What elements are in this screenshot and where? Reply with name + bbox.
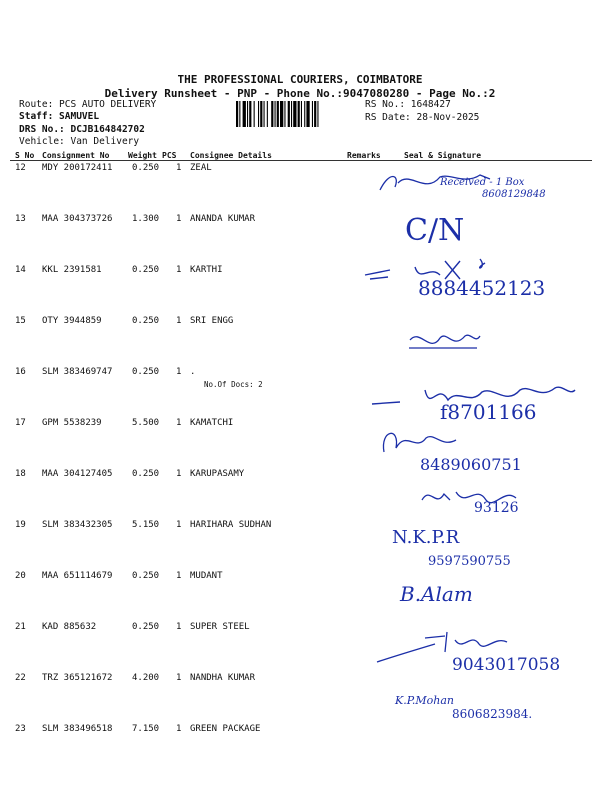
signature-23-name: K.P.Mohan xyxy=(395,694,454,707)
signature-12-phone: 8608129848 xyxy=(482,189,546,200)
col-consignment: Consignment No xyxy=(42,151,110,160)
row-weight: 7.150 xyxy=(132,724,160,734)
row-sno: 18 xyxy=(15,469,26,479)
row-sno: 16 xyxy=(15,367,26,377)
row-consignment-no: MAA 651114679 xyxy=(42,571,113,581)
row-weight: 0.250 xyxy=(132,316,160,326)
vehicle-label: Vehicle: Van Delivery xyxy=(19,136,140,147)
row-note: No.Of Docs: 2 xyxy=(204,380,263,389)
signature-18-phone: 8489060751 xyxy=(420,455,522,474)
signature-20-phone: 9597590755 xyxy=(428,554,511,569)
staff-label: Staff: SAMUVEL xyxy=(19,111,100,122)
row-pcs: 1 xyxy=(176,214,182,224)
route-label: Route: PCS AUTO DELIVERY xyxy=(19,99,157,110)
row-consignee: GREEN PACKAGE xyxy=(190,724,261,734)
row-sno: 19 xyxy=(15,520,26,530)
row-consignment-no: SLM 383469747 xyxy=(42,367,113,377)
row-weight: 5.500 xyxy=(132,418,160,428)
row-weight: 0.250 xyxy=(132,469,160,479)
row-weight: 1.300 xyxy=(132,214,160,224)
drs-label: DRS No.: DCJB164842702 xyxy=(19,124,145,135)
signature-13: C/N xyxy=(405,213,465,248)
row-consignee: MUDANT xyxy=(190,571,223,581)
row-consignee: KAMATCHI xyxy=(190,418,234,428)
row-pcs: 1 xyxy=(176,418,182,428)
runsheet-subtitle: Delivery Runsheet - PNP - Phone No.:9047080280 - Page No.:2 xyxy=(104,87,496,100)
row-weight: 4.200 xyxy=(132,673,160,683)
row-consignee: SRI ENGG xyxy=(190,316,234,326)
row-sno: 20 xyxy=(15,571,26,581)
row-sno: 13 xyxy=(15,214,26,224)
row-consignee: ANANDA KUMAR xyxy=(190,214,256,224)
signature-17-phone: f8701166 xyxy=(440,400,537,424)
rs-number: RS No.: 1648427 xyxy=(365,99,451,110)
signature-23-phone: 8606823984. xyxy=(452,707,533,721)
row-consignee: . xyxy=(190,367,196,377)
row-pcs: 1 xyxy=(176,724,182,734)
signature-20-name: N.K.P.R xyxy=(392,527,460,548)
row-weight: 0.250 xyxy=(132,571,160,581)
row-sno: 23 xyxy=(15,724,26,734)
row-pcs: 1 xyxy=(176,163,182,173)
col-sno: S No xyxy=(15,151,35,160)
col-pcs: PCS xyxy=(162,151,177,160)
row-weight: 0.250 xyxy=(132,163,160,173)
signature-21-name: B.Alam xyxy=(400,582,473,606)
row-weight: 0.250 xyxy=(132,622,160,632)
barcode-image xyxy=(236,101,360,127)
row-consignment-no: KAD 885632 xyxy=(42,622,97,632)
row-weight: 0.250 xyxy=(132,367,160,377)
signature-12-note: Received - 1 Box xyxy=(440,177,525,188)
signature-14-phone: 8884452123 xyxy=(418,276,546,300)
row-consignment-no: KKL 2391581 xyxy=(42,265,102,275)
row-sno: 21 xyxy=(15,622,26,632)
row-pcs: 1 xyxy=(176,571,182,581)
row-consignment-no: GPM 5538239 xyxy=(42,418,102,428)
row-consignee: HARIHARA SUDHAN xyxy=(190,520,272,530)
row-sno: 12 xyxy=(15,163,26,173)
row-consignee: NANDHA KUMAR xyxy=(190,673,256,683)
row-pcs: 1 xyxy=(176,520,182,530)
row-sno: 15 xyxy=(15,316,26,326)
row-consignment-no: TRZ 365121672 xyxy=(42,673,113,683)
row-consignee: KARUPASAMY xyxy=(190,469,245,479)
header-divider xyxy=(10,160,592,161)
row-consignment-no: MAA 304127405 xyxy=(42,469,113,479)
row-pcs: 1 xyxy=(176,622,182,632)
row-consignee: KARTHI xyxy=(190,265,223,275)
row-sno: 17 xyxy=(15,418,26,428)
col-remarks: Remarks xyxy=(347,151,381,160)
row-pcs: 1 xyxy=(176,673,182,683)
row-consignment-no: OTY 3944859 xyxy=(42,316,102,326)
signature-19-number: 93126 xyxy=(474,500,519,516)
row-pcs: 1 xyxy=(176,265,182,275)
row-weight: 5.150 xyxy=(132,520,160,530)
row-pcs: 1 xyxy=(176,367,182,377)
col-consignee: Consignee Details xyxy=(190,151,272,160)
row-pcs: 1 xyxy=(176,469,182,479)
row-consignment-no: SLM 383432305 xyxy=(42,520,113,530)
row-consignment-no: MDY 200172411 xyxy=(42,163,113,173)
company-title: THE PROFESSIONAL COURIERS, COIMBATORE xyxy=(177,73,423,86)
rs-date: RS Date: 28-Nov-2025 xyxy=(365,112,480,123)
row-consignee: ZEAL xyxy=(190,163,212,173)
row-consignment-no: SLM 383496518 xyxy=(42,724,113,734)
signature-22-phone: 9043017058 xyxy=(452,655,561,675)
row-consignment-no: MAA 304373726 xyxy=(42,214,113,224)
col-seal-signature: Seal & Signature xyxy=(404,151,482,160)
signature-15-scribble xyxy=(405,326,485,356)
row-consignee: SUPER STEEL xyxy=(190,622,250,632)
row-weight: 0.250 xyxy=(132,265,160,275)
row-sno: 22 xyxy=(15,673,26,683)
row-sno: 14 xyxy=(15,265,26,275)
row-pcs: 1 xyxy=(176,316,182,326)
col-weight: Weight xyxy=(128,151,157,160)
